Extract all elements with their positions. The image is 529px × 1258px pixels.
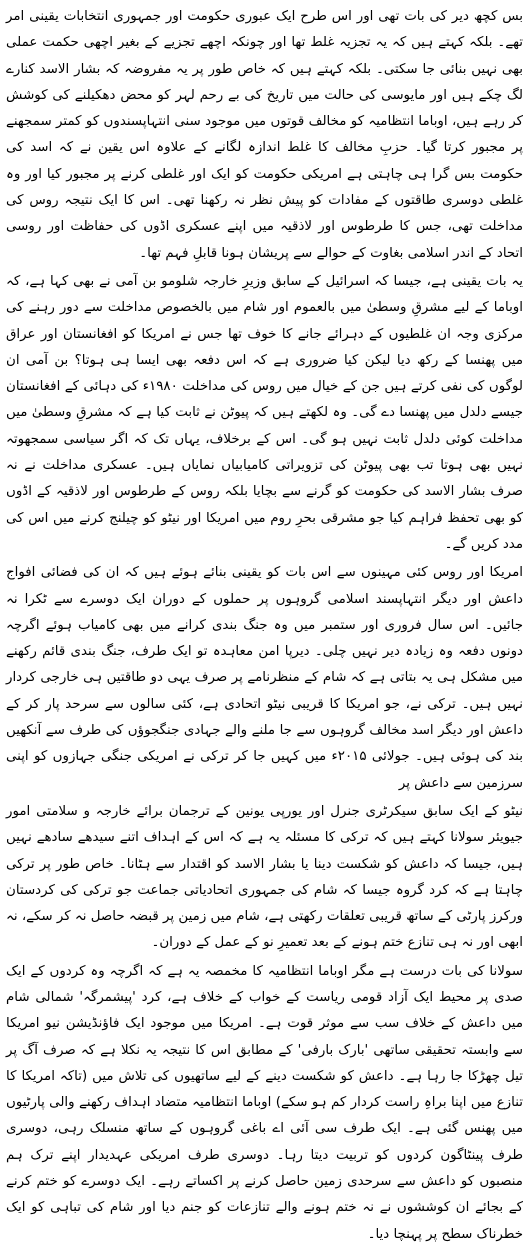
article-paragraph-5: سولانا کی بات درست ہے مگر اوباما انتظامیہ کا مخمصہ یہ ہے کہ اگرچہ وہ کردوں کے ایک صدی پر محیط ایک آزاد قومی ریاست کے خواب کے خلاف ہے، کرد 'پیشمرگہ' شمالی شام میں داعش کے خلاف سب سے موثر قوت ہے۔ امریکا میں موجود ایک فاؤنڈیشن نیو امریکا سے وابستہ تحقیقی ساتھی 'بارک بارفی' کے مطابق اس کا نتیجہ یہ نکلا ہے کہ صرف آگ پر تیل چھڑکا جا رہا ہے۔ داعش کو شکست دینے کے لیے ساتھیوں کی تلاش میں (تاکہ امریکا کا تنازع میں اپنا براہِ راست کردار کم ہو سکے) اوباما انتظامیہ متضاد اہداف رکھنے والی پارٹیوں میں پھنس گئی ہے۔ ایک طرف سی آئی اے باغی گروہوں کے ساتھ منسلک رہی، دوسری طرف پینٹاگون کردوں کو تربیت دیتا رہا۔ دوسری طرف امریکی عہدیدار اپنے ترک ہم منصبوں کو داعش سے سرحدی زمین حاصل کرنے پر اکساتے رہے۔ ایک دوسرے کو ختم کرنے کے بجائے ان کوششوں نے نہ ختم ہونے والے تنازعات کو جنم دیا اور شام کی تباہی کو ایک خطرناک سطح پر پہنچا دیا۔ [6,963,523,1242]
article-paragraph-4: نیٹو کے ایک سابق سیکرٹری جنرل اور یورپی یونین کے ترجمان برائے خارجہ و سلامتی امور جیویئر سولانا کہتے ہیں کہ ترکی کا مسئلہ یہ ہے کہ اس کے اہداف اتنے سیدھے سادھے نہیں ہیں، جیسا کہ داعش کو شکست دینا یا بشار الاسد کو اقتدار سے ہٹانا۔ خاص طور پر ترکی چاہتا ہے کہ کرد گروہ جیسا کہ شام کی جمہوری اتحادیاتی جماعت جو ترکی کی کردستان ورکرز پارٹی کے ساتھ قریبی تعلقات رکھتی ہے، شام میں زمین پر قبضہ حاصل نہ کر سکے، نہ ابھی اور نہ ہی تنازع ختم ہونے کے بعد تعمیرِ نو کے عمل کے دوران۔ [6,803,523,951]
article-paragraph-1: بس کچھ دیر کی بات تھی اور اس طرح ایک عبوری حکومت اور جمہوری انتخابات یقینی امر تھے۔ بلکہ کہتے ہیں کہ یہ تجزیہ غلط تھا اور چونکہ اچھے تجزیے کے بغیر اچھی حکمت عملی بھی نہیں بنائی جا سکتی۔ بلکہ کہتے ہیں کہ خاص طور پر یہ مفروضہ کہ بشار الاسد کنارے لگ چکے ہیں اور مایوسی کی حالت میں تاریخ کی بے رحم لہر کو محض دھکیلنے کی کوشش کر رہے ہیں، اوباما انتظامیہ کو مخالف قوتوں میں موجود سنی انتہاپسندوں کو کمتر سمجھنے پر مجبور کرتا گیا۔ حزبِ مخالف کا غلط اندازہ لگانے کے علاوہ اس یقین نے کہ اسد کی حکومت بس گرا ہی چاہتی ہے امریکی حکومت کو ایک اور غلطی کرنے پر مجبور کیا اور وہ غلطی دوسری طاقتوں کے مفادات کو پیش نظر نہ رکھنا تھی۔ اس کا ایک نتیجہ روس کی مداخلت تھی، جس کا طرطوس اور لاذقیہ میں اپنے عسکری اڈوں کی حفاظت اور روسی اتحاد کے اندر اسلامی بغاوت کے حوالے سے پریشان ہونا قابلِ فہم تھا۔ [6,9,523,261]
article-paragraph-3: امریکا اور روس کئی مہینوں سے اس بات کو یقینی بنائے ہوئے ہیں کہ ان کی فضائی افواج داعش اور دیگر انتہاپسند اسلامی گروہوں پر حملوں کے دوران ایک دوسرے سے ٹکرا نہ جائیں۔ اس سال فروری اور ستمبر میں وہ جنگ بندی کرانے میں بھی کامیاب ہوئے اگرچہ دونوں دفعہ وہ زیادہ دیر نہیں چلی۔ دیرپا امن معاہدہ تو ایک طرف، جنگ بندی قائم رکھنے میں مشکل ہی یہ بتاتی ہے کہ شام کے منظرنامے پر صرف یہی دو طاقتیں ہی خارجی کردار نہیں ہیں۔ ترکی نے، جو امریکا کا قریبی نیٹو اتحادی ہے، کئی سالوں سے سرحد پار کر کے داعش اور دیگر اسد مخالف گروہوں سے جا ملنے والے جہادی جنگجوؤں کی طرف سے آنکھیں بند کی ہوئی ہیں۔ جولائی ۲۰۱۵ء میں کہیں جا کر ترکی نے امریکی جنگی جہازوں کو اپنی سرزمین سے داعش پر [6,565,523,791]
article-paragraph-2: یہ بات یقینی ہے، جیسا کہ اسرائیل کے سابق وزیرِ خارجہ شلومو بن آمی نے بھی کہا ہے، کہ اوباما کے لیے مشرقِ وسطیٰ میں بالعموم اور شام میں بالخصوص مداخلت سے دور رہنے کی مرکزی وجہ ان غلطیوں کے دہرائے جانے کا خوف تھا جس نے امریکا کو افغانستان اور عراق میں پھنسا کے رکھ دیا لیکن کیا ضروری ہے کہ اس دفعہ بھی ایسا ہی ہوتا؟ بن آمی ان لوگوں کی نفی کرتے ہیں جن کے خیال میں روس کی مداخلت ۱۹۸۰ء کی دہائی کے افغانستان جیسے دلدل میں پھنسا دے گی۔ وہ لکھتے ہیں کہ پیوٹن نے ثابت کیا ہے کہ مشرقِ وسطیٰ میں مداخلت کوئی دلدل ثابت نہیں ہو گی۔ اس کے برخلاف، یہاں تک کہ اگر سیاسی سمجھوتہ نہیں بھی ہوتا تب بھی پیوٹن کی تزویراتی کامیابیاں نمایاں ہیں۔ عسکری مداخلت نے نہ صرف بشار الاسد کی حکومت کو گرنے سے بچایا بلکہ روس کے طرطوس اور لاذقیہ کے اڈوں کو بھی تحفظ فراہم کیا جو مشرقی بحرِ روم میں امریکا اور نیٹو کو چیلنج کرنے میں اس کی مدد کریں گے۔ [6,273,524,552]
